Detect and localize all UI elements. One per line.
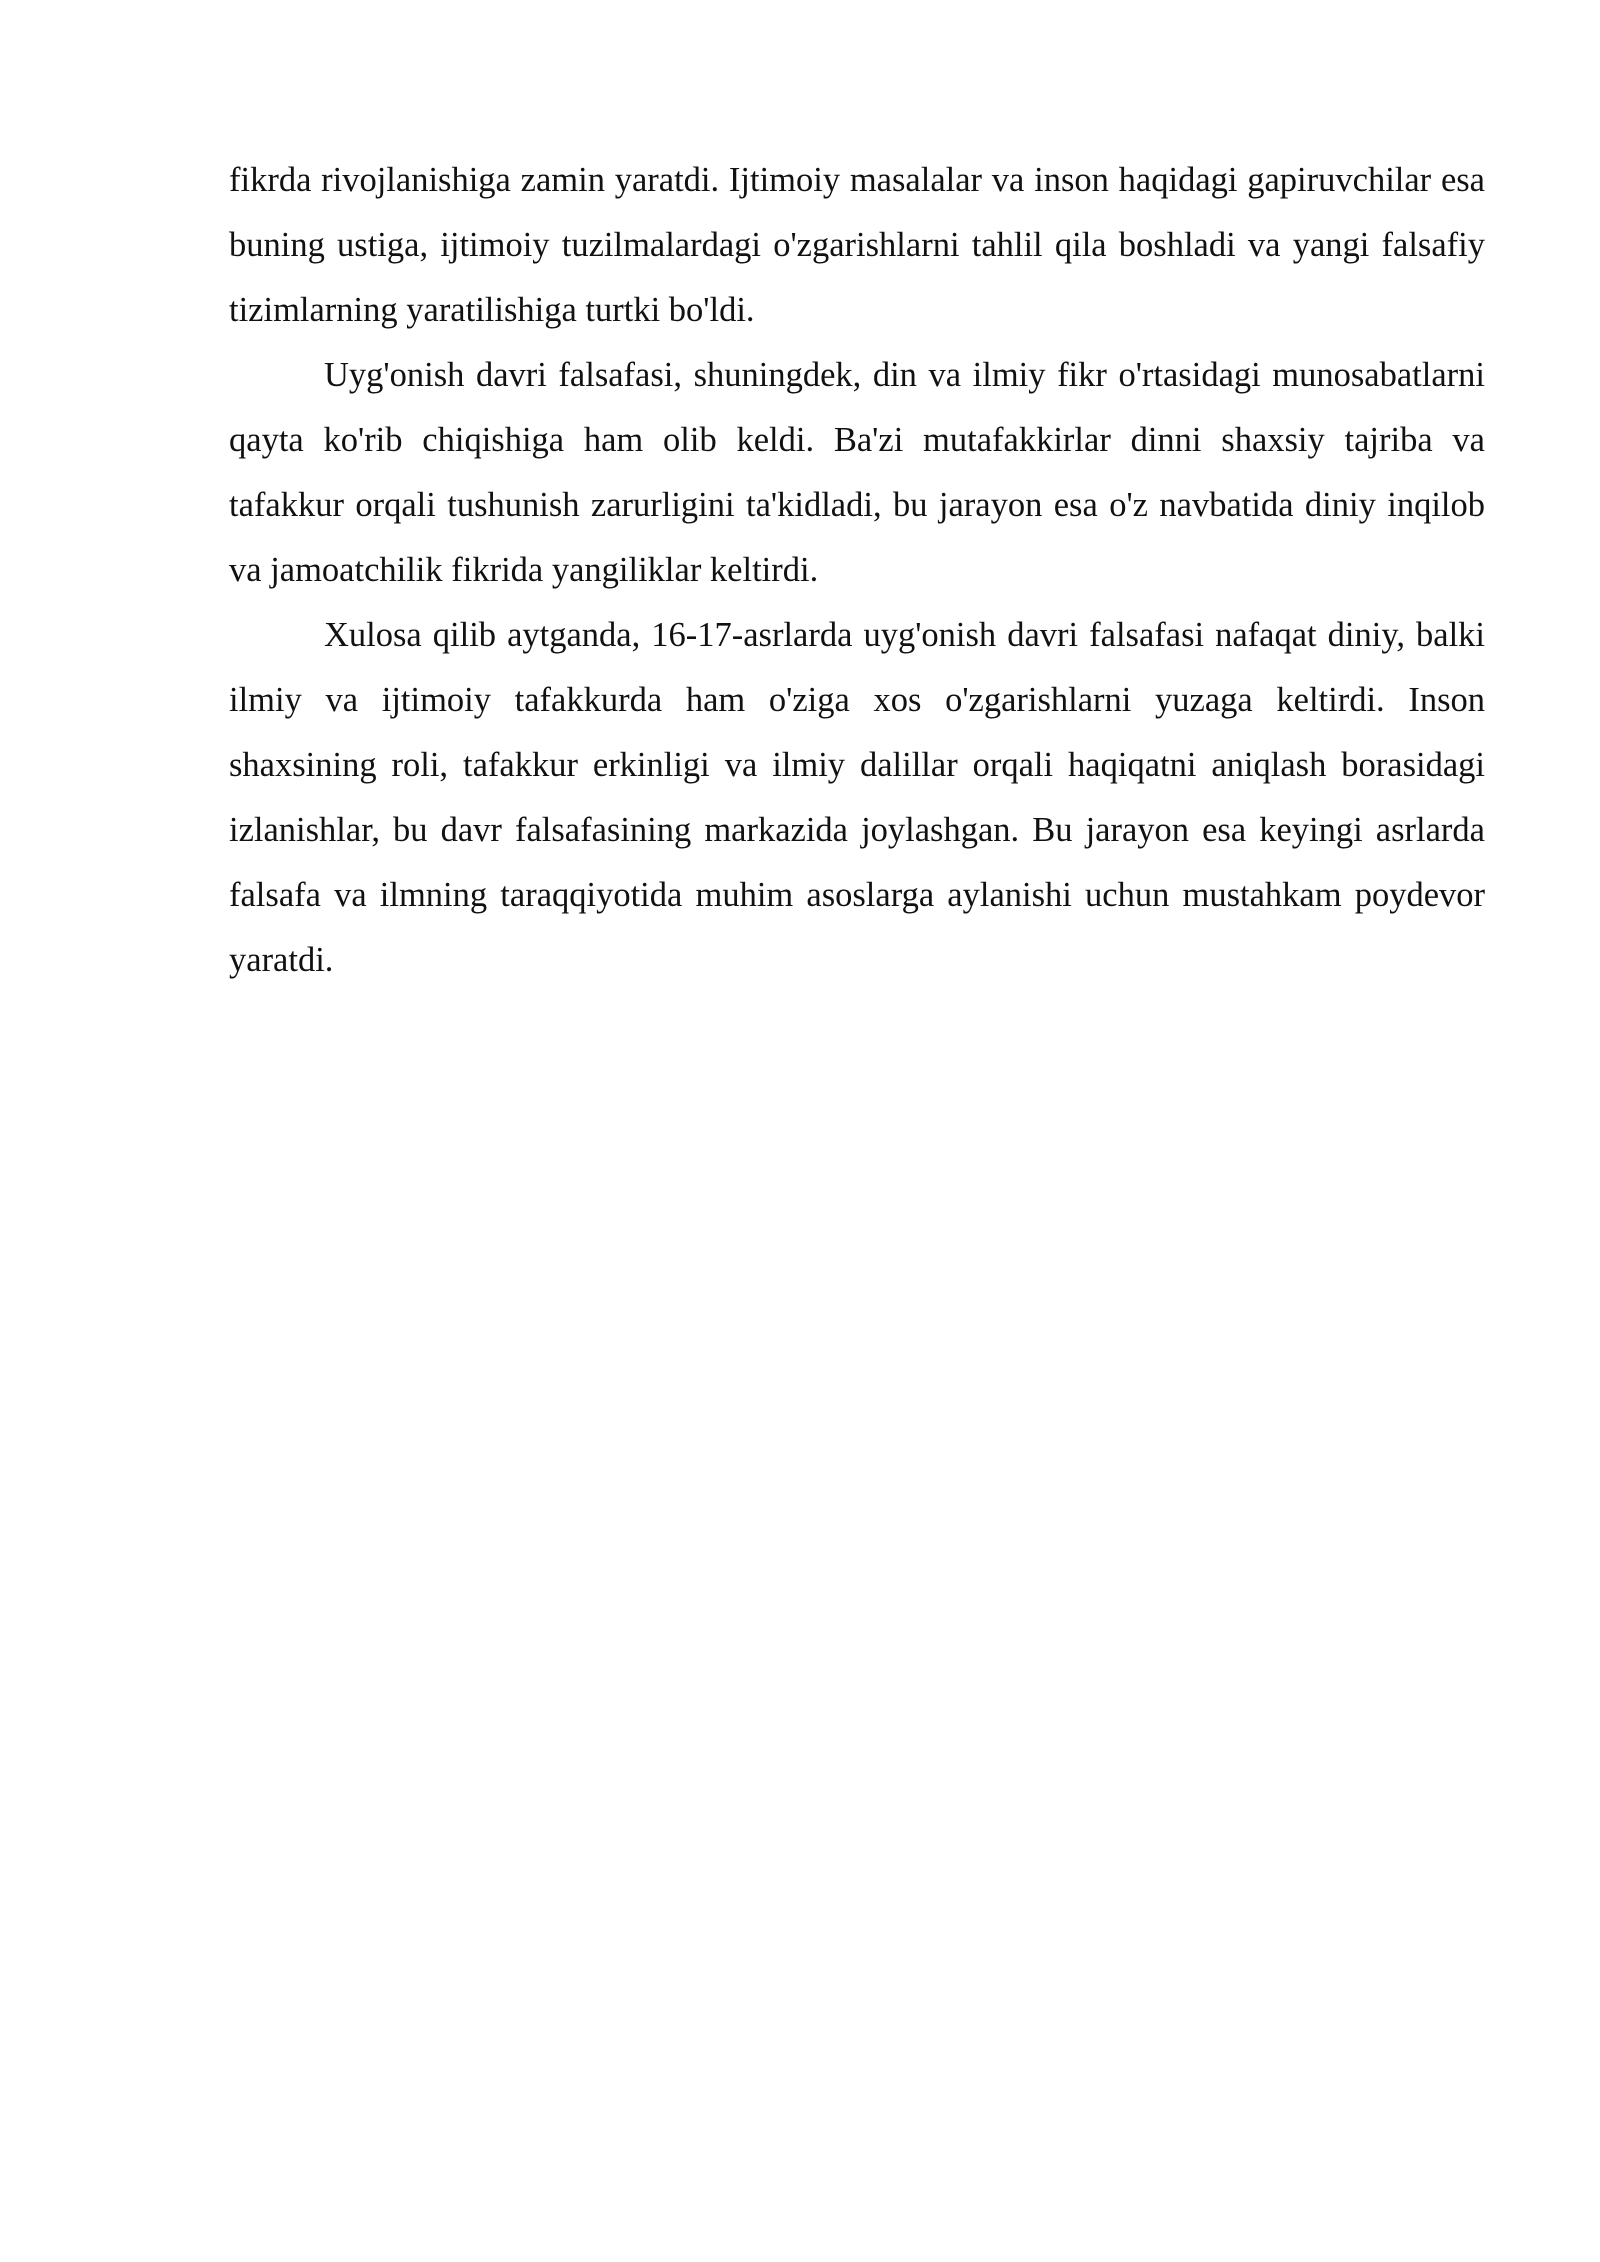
paragraph-continuation: fikrda rivojlanishiga zamin yaratdi. Ijtimoiy masalalar va inson haqidagi gapiruvchilar esa buning ustiga, ijtimoiy tuzilmalardagi o'zgarishlarni tahlil qila boshladi va yangi falsafiy tizimlarning yaratilishiga turtki bo'ldi. [229, 161, 1485, 329]
paragraph-conclusion: Xulosa qilib aytganda, 16-17-asrlarda uyg'onish davri falsafasi nafaqat diniy, balki ilmiy va ijtimoiy tafakkurda ham o'ziga xos o'zgarishlarni yuzaga keltirdi. Inson shaxsining roli, tafakkur erkinligi va ilmiy dalillar orqali haqiqatni aniqlash borasidagi izlanishlar, bu davr falsafasining markazida joylashgan. Bu jarayon esa keyingi asrlarda falsafa va ilmning taraqqiyotida muhim asoslarga aylanishi uchun mustahkam poydevor yaratdi. [229, 616, 1485, 979]
body-text [229, 148, 1485, 993]
paragraph-renaissance-religion: Uyg'onish davri falsafasi, shuningdek, din va ilmiy fikr o'rtasidagi munosabatlarni qayta ko'rib chiqishiga ham olib keldi. Ba'zi mutafakkirlar dinni shaxsiy tajriba va tafakkur orqali tushunish zarurligini ta'kidladi, bu jarayon esa o'z navbatida diniy inqilob va jamoatchilik fikrida yangiliklar keltirdi. [229, 356, 1485, 589]
